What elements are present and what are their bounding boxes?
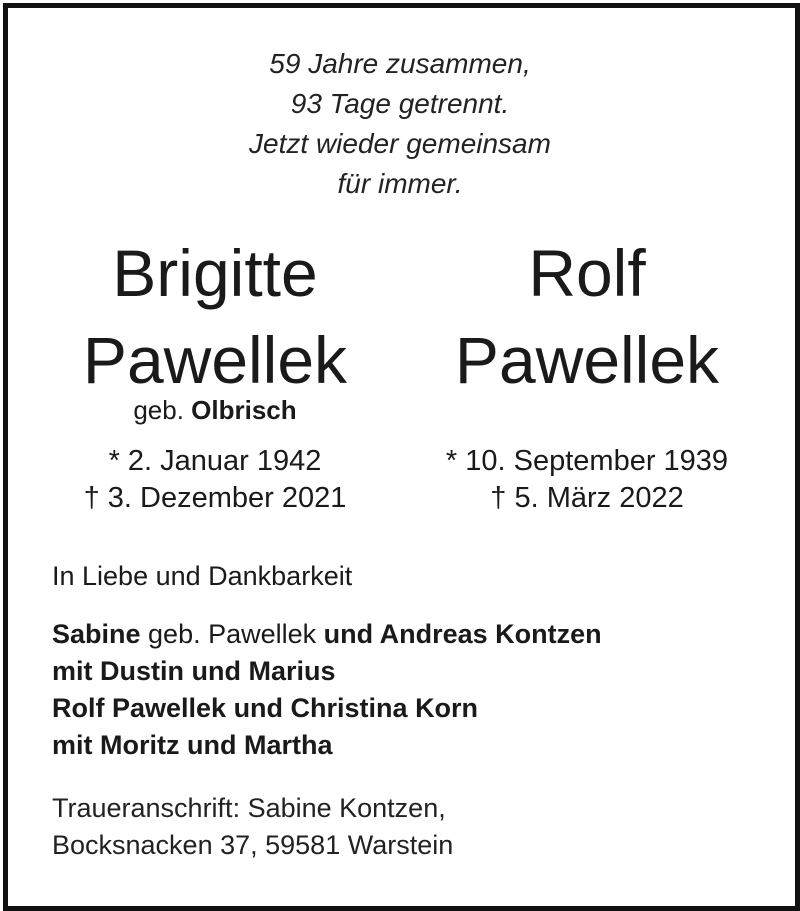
mourner-line [52, 616, 772, 653]
mourner-line [52, 653, 772, 690]
verse-line: 93 Tage getrennt. [290, 88, 510, 119]
right-birth-date: * 10. September 1939 [445, 445, 729, 477]
right-last-name: Pawellek [454, 323, 720, 397]
right-first-name: Rolf [528, 236, 646, 310]
left-last-name: Pawellek [82, 323, 348, 397]
mourner-line [52, 690, 772, 727]
left-birth-date: * 2. Januar 1942 [108, 445, 322, 477]
left-first-name: Brigitte [112, 236, 318, 310]
memorial-verse [0, 44, 800, 204]
verse-line: 59 Jahre zusammen, [269, 48, 531, 79]
mourner-children: mit Dustin und Marius [52, 656, 336, 686]
mourners-list [52, 616, 772, 764]
thanks-line: In Liebe und Dankbarkeit [52, 561, 353, 591]
mourner-line [52, 727, 772, 764]
mourner-partner: und Andreas Kontzen [323, 619, 602, 649]
mourner-children: mit Moritz und Martha [52, 730, 333, 760]
nee-name: Olbrisch [191, 395, 297, 425]
mourner-nee: geb. Pawellek [140, 619, 324, 649]
address-line: Bocksnacken 37, 59581 Warstein [52, 830, 454, 860]
nee-prefix: geb. [133, 395, 184, 425]
left-death-date: † 3. Dezember 2021 [83, 482, 347, 514]
mourner-name: Sabine [52, 619, 141, 649]
verse-line: Jetzt wieder gemeinsam [249, 128, 551, 159]
address-line: Traueranschrift: Sabine Kontzen, [52, 793, 446, 823]
right-death-date: † 5. März 2022 [490, 482, 684, 514]
verse-line: für immer. [337, 168, 463, 199]
mourner-name: Rolf Pawellek und Christina Korn [52, 693, 479, 723]
maiden-name [0, 393, 430, 427]
mourning-address [52, 790, 772, 864]
